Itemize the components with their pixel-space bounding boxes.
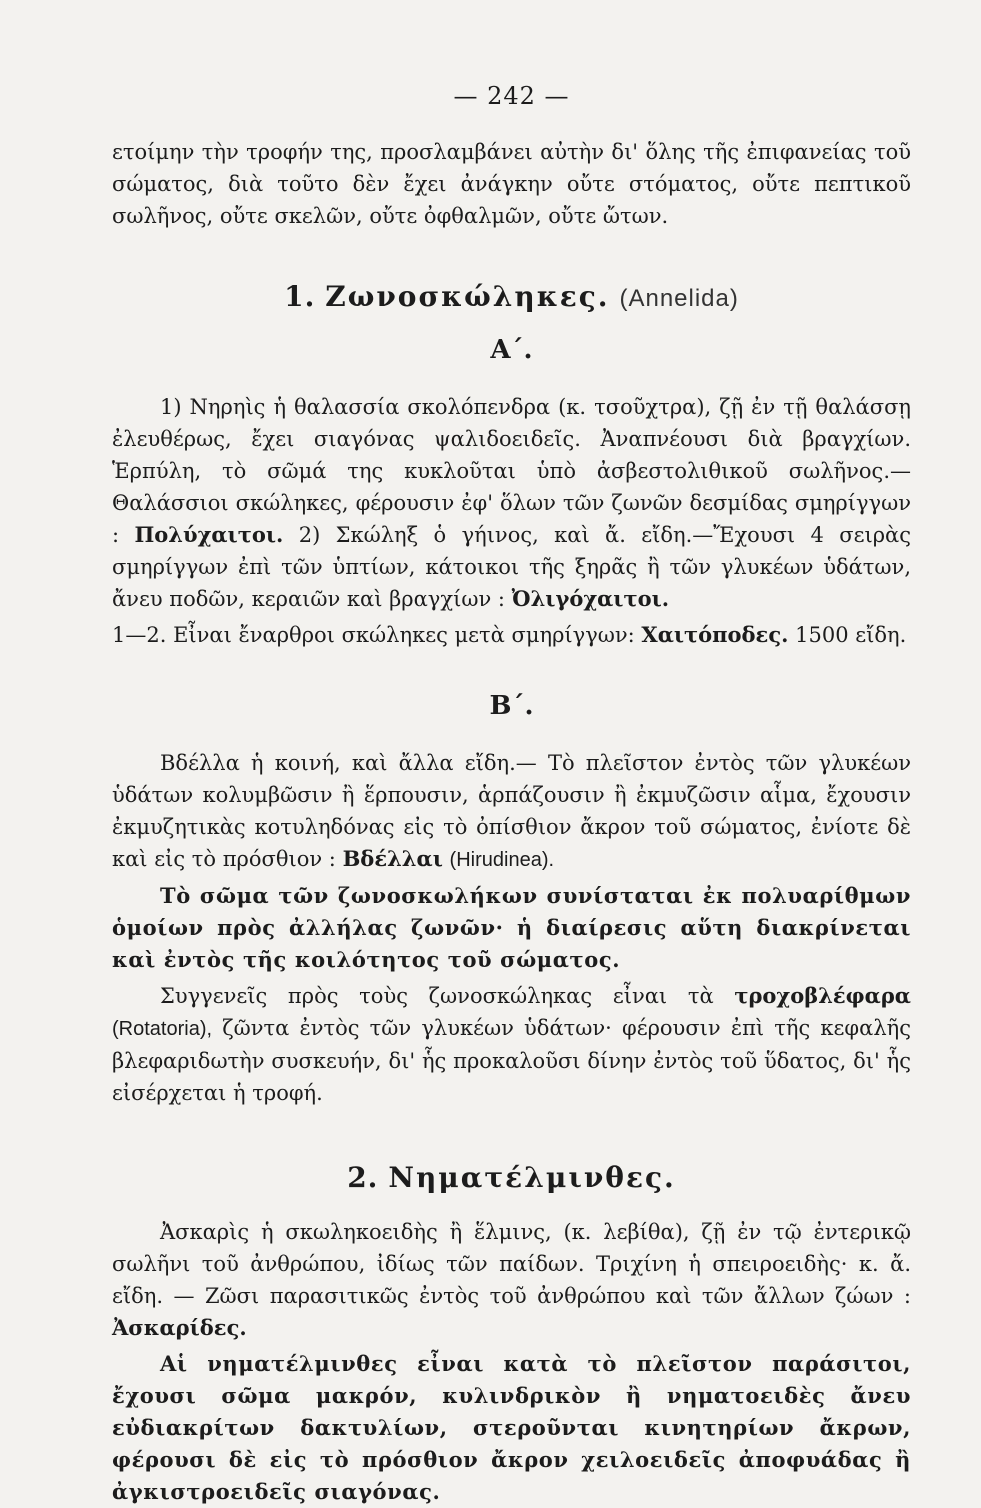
text-span: 1—2. Εἶναι ἔναρθροι σκώληκες μετὰ σμηρίγγων: bbox=[112, 623, 635, 647]
section-1-title: Ζωνοσκώληκες. bbox=[325, 280, 610, 313]
term-askarides: Ἀσκαρίδες. bbox=[112, 1315, 247, 1340]
term-trochoblephara: τροχοβλέφαρα bbox=[734, 983, 911, 1008]
text-span: 1) Νηρηὶς ἡ θαλασσία σκολόπενδρα (κ. τσοῦχτρα), ζῇ ἐν τῇ θαλάσσῃ ἐλευθέρως, ἔχει σιαγόνας ψαλιδοειδεῖς. Ἀναπνέουσι διὰ βραγχίων. Ἑρπύλη, τὸ σῶμά της κυκλοῦται ὑπὸ ἀσβεστολιθικοῦ σωλῆνος.— Θαλάσσιοι σκώληκες, φέρουσιν ἐφ' ὅλων τῶν ζωνῶν δεσμίδας σμηρίγγων : bbox=[112, 395, 911, 547]
section-2-heading bbox=[112, 1161, 911, 1194]
bold-paragraph-text: Αἱ νηματέλμινθες εἶναι κατὰ τὸ πλεῖστον παράσιτοι, ἔχουσι σῶμα μακρόν, κυλινδρικὸν ἢ νηματοειδὲς ἄνευ εὐδιακρίτων δακτυλίων, στεροῦνται κινητηρίων ἄκρων, φέρουσι δὲ εἰς τὸ πρόσθιον ἄκρον χειλοειδεῖς ἀποφυάδας ἢ ἀγκιστροειδεῖς σιαγόνας. bbox=[112, 1351, 911, 1504]
term-polychaeta: Πολύχαιτοι. bbox=[134, 522, 284, 547]
latin-rotatoria: (Rotatoria), bbox=[112, 1018, 213, 1040]
subsection-a-paragraph-2 bbox=[112, 619, 911, 651]
term-bdellai: Βδέλλαι bbox=[342, 846, 443, 871]
section-2-paragraph-1 bbox=[112, 1216, 911, 1344]
subsection-b-heading: Β΄. bbox=[489, 691, 534, 721]
subsection-a-heading: Α΄. bbox=[490, 335, 533, 365]
bold-paragraph-text: Τὸ σῶμα τῶν ζωνοσκωλήκων συνίσταται ἐκ πολυαρίθμων ὁμοίων πρὸς ἀλλήλας ζωνῶν· ἡ διαίρεσις αὕτη διακρίνεται καὶ ἐντὸς τῆς κοιλότητος τοῦ σώματος. bbox=[112, 883, 911, 972]
term-oligochaeta: Ὀλιγόχαιτοι. bbox=[511, 586, 670, 611]
subsection-b-paragraph-2 bbox=[112, 980, 911, 1109]
text-span: Συγγενεῖς πρὸς τοὺς ζωνοσκώληκας εἶναι τὰ bbox=[160, 984, 714, 1008]
subsection-a-paragraph-1 bbox=[112, 391, 911, 615]
section-2-bold-paragraph bbox=[112, 1348, 911, 1508]
section-2-title: Νηματέλμινθες. bbox=[388, 1161, 676, 1194]
text-span: Ἀσκαρὶς ἡ σκωληκοειδὴς ἢ ἕλμινς, (κ. λεβίθα), ζῇ ἐν τῷ ἐντερικῷ σωλῆνι τοῦ ἀνθρώπου, ἰδίως τῶν παίδων. Τριχίνη ἡ σπειροειδὴς· κ. ἄ. εἴδη. — Ζῶσι παρασιτικῶς ἐντὸς τοῦ ἀνθρώπου καὶ τῶν ἄλλων ζώων : bbox=[112, 1220, 911, 1308]
text-span: 2) Σκώληξ ὁ γήινος, καὶ ἄ. εἴδη.—Ἔχουσι 4 σειρὰς σμηρίγγων ἐπὶ τῶν ὑπτίων, κάτοικοι τῆς ξηρᾶς ἢ τῶν γλυκέων ὑδάτων, ἄνευ ποδῶν, κεραιῶν καὶ βραγχίων : bbox=[112, 523, 911, 611]
text-span: Βδέλλα ἡ κοινή, καὶ ἄλλα εἴδη.— Τὸ πλεῖστον ἐντὸς τῶν γλυκέων ὑδάτων κολυμβῶσιν ἢ ἕρπουσιν, ἁρπάζουσιν ἢ ἐκμυζῶσιν αἷμα, ἔχουσιν ἐκμυζητικὰς κοτυληδόνας εἰς τὸ ὀπίσθιον ἄκρον τοῦ σώματος, ἐνίοτε δὲ καὶ εἰς τὸ πρόσθιον : bbox=[112, 751, 911, 871]
subsection-b-bold-paragraph bbox=[112, 880, 911, 976]
subsection-b-paragraph-1 bbox=[112, 747, 911, 876]
section-1-latin-name: (Annelida) bbox=[619, 285, 739, 312]
latin-hirudinea: (Hirudinea). bbox=[449, 849, 555, 871]
section-2-number: 2. bbox=[347, 1161, 379, 1194]
text-span: 1500 εἴδη. bbox=[795, 623, 907, 647]
text-span: ζῶντα ἐντὸς τῶν γλυκέων ὑδάτων· φέρουσιν ἐπὶ τῆς κεφαλῆς βλεφαριδωτὴν συσκευήν, δι' ἧς προκαλοῦσι δίνην ἐντὸς τοῦ ὕδατος, δι' ἧς εἰσέρχεται ἡ τροφή. bbox=[112, 1016, 911, 1105]
intro-paragraph: ετοίμην τὴν τροφήν της, προσλαμβάνει αὐτὴν δι' ὅλης τῆς ἐπιφανείας τοῦ σώματος, διὰ τοῦτο δὲν ἔχει ἀνάγκην οὔτε στόματος, οὔτε πεπτικοῦ σωλῆνος, οὔτε σκελῶν, οὔτε ὀφθαλμῶν, οὔτε ὤτων. bbox=[112, 140, 911, 228]
section-1-number: 1. bbox=[284, 280, 316, 313]
term-chaetopoda: Χαιτόποδες. bbox=[641, 622, 789, 647]
section-1-heading bbox=[112, 280, 911, 313]
page-number: — 242 — bbox=[453, 82, 570, 110]
